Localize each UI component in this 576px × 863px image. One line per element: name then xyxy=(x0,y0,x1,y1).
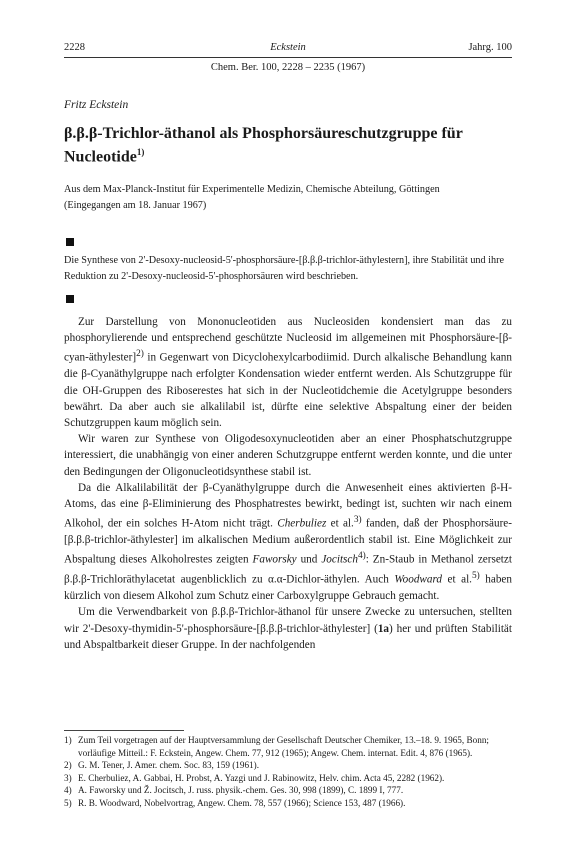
footnote-item: 4) A. Faworsky und Ž. Jocitsch, J. russ. physik.-chem. Ges. 30, 998 (1899), C. 1899 I, 777. xyxy=(64,785,404,796)
abstract-text: Die Synthese von 2'-Desoxy-nucleosid-5'-phosphorsäure-[β.β.β-trichlor-äthylestern], ihre Stabilität und ihre Reduktion zu 2'-Desoxy-nucleosid-5'-phosphorsäuren wird beschrieben. xyxy=(64,255,504,282)
author-ref-cherbuliez: Cherbuliez xyxy=(277,517,327,530)
citation-line: Chem. Ber. 100, 2228 – 2235 (1967) xyxy=(210,62,366,73)
title-footnote-mark: 1) xyxy=(136,147,145,157)
abstract-marker-square xyxy=(66,238,74,246)
paragraph-4: Um die Verwendbarkeit von β.β.β-Trichlor-äthanol für unsere Zwecke zu untersuchen, stellten wir 2'-Desoxy-thymidin-5'-phosphorsäure-[β.β.β-trichlor-äthylester] (1a) her und prüften Stabilität und Abspaltbarkeit dieser Gruppe. In der nachfolgenden xyxy=(64,606,512,651)
author-ref-woodward: Woodward xyxy=(394,573,443,586)
received-date: (Eingegangen am 18. Januar 1967) xyxy=(64,200,207,211)
ref-2: 2) xyxy=(136,349,144,360)
footnotes xyxy=(64,734,512,810)
author-name: Fritz Eckstein xyxy=(64,99,129,111)
year-label: Jahrg. 100 xyxy=(468,42,512,53)
affiliation xyxy=(64,182,512,214)
paragraph-1: Zur Darstellung von Mononucleotiden aus Nucleosiden kondensiert man das zu phosphorylierende und entsprechend geschützte Nucleosid im allgemeinen mit Phosphorsäure-[β-cyan-äthylester]$^{2)}$ in Gegenwart von Dicyclohexylcarbodiimid. Durch alkalische Behandlung kann die β-Cyanäthylgruppe nach erfolgter Kondensation wieder entfernt werden. Als Schutzgruppe für die OH-Gruppen des Riboserestes hat sich in der Nucleotidchemie die Acetylgruppe besonders bewährt. Da aber auch sie alkalilabil ist, dürfte eine selektive Abspaltung einer der beiden Schutzgruppen kaum möglich sein. xyxy=(64,316,512,429)
ref-5: 5) xyxy=(471,571,480,582)
paragraph-2: Wir waren zur Synthese von Oligodesoxynucleotiden aber an einer Phosphatschutzgruppe interessiert, die unabhängig von einer anderen Schutzgruppe entfernt werden konnte, und die unter den Bedingungen der Oligonucleotidsynthese stabil ist. xyxy=(64,433,512,478)
author-ref-faworsky: Faworsky xyxy=(252,554,297,567)
body-text xyxy=(64,314,512,653)
author-ref-jocitsch: Jocitsch xyxy=(321,554,358,567)
footnote-item: 2) G. M. Tener, J. Amer. chem. Soc. 83, 159 (1961). xyxy=(64,760,260,771)
institute-line: Aus dem Max-Planck-Institut für Experimentelle Medizin, Chemische Abteilung, Göttingen xyxy=(64,184,440,195)
ref-4: 4) xyxy=(357,551,366,562)
compound-label: 1a xyxy=(377,622,390,635)
page-header xyxy=(64,42,512,56)
running-title: Eckstein xyxy=(270,42,306,53)
footnote-rule xyxy=(64,730,184,731)
article-title xyxy=(64,124,504,166)
paragraph-3: Da die Alkalilabilität der β-Cyanäthylgruppe durch die Anwesenheit eines aktivierten β-H-Atoms, das eine β-Eliminierung des Phosphatrestes bewirkt, bedingt ist, suchten wir nach einem Alkohol, der ein solches H-Atom nicht trägt. Cherbuliez et al.$^{3)}$ fanden, daß der Phosphorsäure-[β.β.β-trichlor-äthylester] im alkalischen Medium außerordentlich stabil ist. Eine Möglichkeit zur Abspaltung dieses Alkoholrestes zeigten Faworsky und Jocitsch$^{4)}$: Zn-Staub in Methanol zersetzt β.β.β-Trichloräthylacetat augenblicklich zu α.α-Dichlor-äthylen. Auch Woodward et al.$^{5)}$ haben kürzlich von diesem Alkohol zum Schutz einer Carboxylgruppe Gebrauch gemacht. xyxy=(64,481,512,603)
footnote-item: 3) E. Cherbuliez, A. Gabbai, H. Probst, A. Yazgi und J. Rabinowitz, Helv. chim. Acta 45, 2282 (1962). xyxy=(64,772,445,783)
body-marker-square xyxy=(66,295,74,303)
header-rule xyxy=(64,57,512,58)
title-text: β.β.β-Trichlor-äthanol als Phosphorsäureschutzgruppe für Nucleotide xyxy=(64,125,463,166)
page-number: 2228 xyxy=(64,42,85,53)
ref-3: 3) xyxy=(353,515,362,526)
footnote-item: 5) R. B. Woodward, Nobelvortrag, Angew. Chem. 78, 557 (1966); Science 153, 487 (1966). xyxy=(64,797,406,808)
footnote-item: 1) Zum Teil vorgetragen auf der Hauptversammlung der Gesellschaft Deutscher Chemiker, 13.–18. 9. 1965, Bonn; vorläufige Mitteil.: F. Eckstein, Angew. Chem. 77, 912 (1965); Angew. Chem. internat. Edit. 4, 876 (1965). xyxy=(64,735,489,758)
